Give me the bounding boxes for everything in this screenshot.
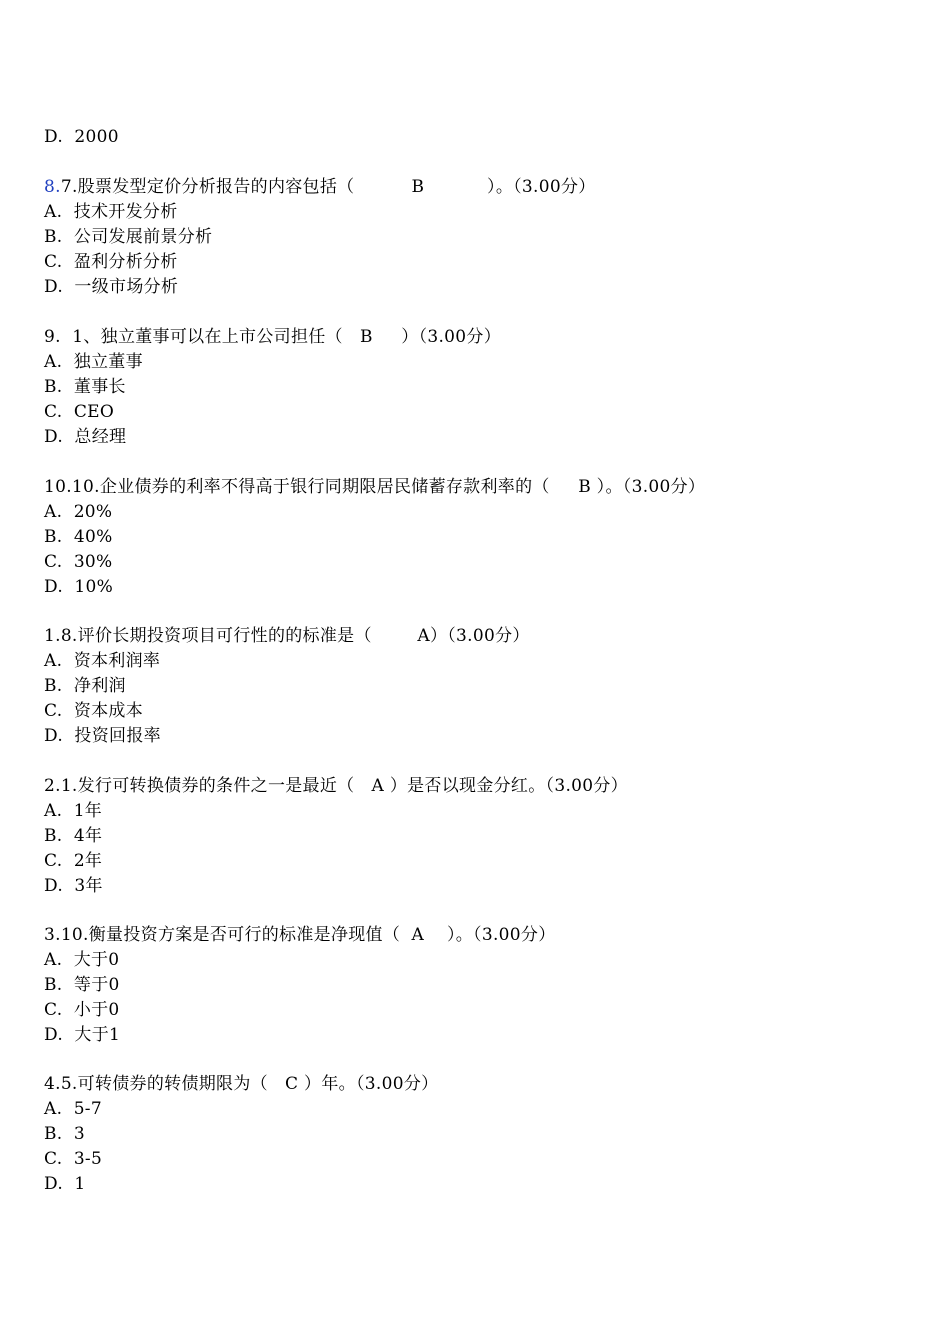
option-line: C. 小于0 xyxy=(44,1000,120,1020)
option-line: D. 3年 xyxy=(44,876,103,896)
option-line: A. 技术开发分析 xyxy=(44,202,178,222)
option-line: C. 30% xyxy=(44,552,113,572)
question-line: 3.10.衡量投资方案是否可行的标准是净现值（ A ）。（3.00分） xyxy=(44,925,556,945)
option-line: B. 董事长 xyxy=(44,377,126,397)
option-line: D. 1 xyxy=(44,1174,86,1194)
option-line: B. 公司发展前景分析 xyxy=(44,227,213,247)
option-line: C. 资本成本 xyxy=(44,701,144,721)
option-line: B. 等于0 xyxy=(44,975,120,995)
option-line: A. 1年 xyxy=(44,801,103,821)
option-line: C. 盈利分析分析 xyxy=(44,252,178,272)
option-line: D. 一级市场分析 xyxy=(44,277,179,297)
option-line: D. 10% xyxy=(44,577,114,597)
question-line: 2.1.发行可转换债券的条件之一是最近（ A ）是否以现金分红。（3.00分） xyxy=(44,776,628,796)
question-line xyxy=(44,176,596,198)
option-line: A. 独立董事 xyxy=(44,352,143,372)
option-line: B. 净利润 xyxy=(44,676,126,696)
option-line: C. CEO xyxy=(44,402,115,422)
option-line: A. 大于0 xyxy=(44,950,120,970)
question-line: 10.10.企业债券的利率不得高于银行同期限居民储蓄存款利率的（ B ）。（3.00分） xyxy=(44,477,706,497)
option-line: D. 投资回报率 xyxy=(44,726,161,746)
option-line: A. 5-7 xyxy=(44,1099,102,1119)
option-line: C. 3-5 xyxy=(44,1149,103,1169)
question-line: 9. 1、独立董事可以在上市公司担任（ B ）（3.00分） xyxy=(44,327,502,347)
option-line: A. 20% xyxy=(44,502,113,522)
option-line: D. 2000 xyxy=(44,127,119,147)
question-line: 4.5.可转债券的转债期限为（ C ）年。（3.00分） xyxy=(44,1074,439,1094)
option-line: C. 2年 xyxy=(44,851,103,871)
option-line: B. 40% xyxy=(44,527,113,547)
option-line: B. 3 xyxy=(44,1124,86,1144)
question-text: 7.股票发型定价分析报告的内容包括（ B ）。（3.00分） xyxy=(60,177,596,197)
option-line: A. 资本利润率 xyxy=(44,651,161,671)
option-line: D. 大于1 xyxy=(44,1025,121,1045)
question-line: 1.8.评价长期投资项目可行性的的标准是（ A）（3.00分） xyxy=(44,626,530,646)
question-number: 8. xyxy=(44,177,61,197)
option-line: B. 4年 xyxy=(44,826,103,846)
option-line: D. 总经理 xyxy=(44,427,127,447)
